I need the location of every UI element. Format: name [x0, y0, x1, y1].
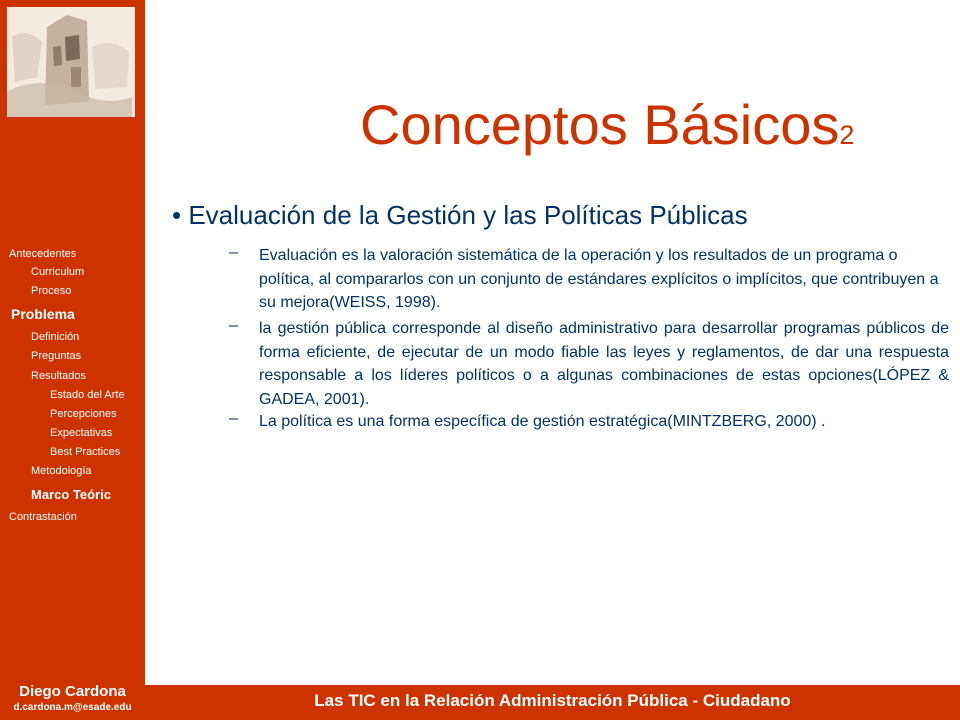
slide-title-subscript: 2 — [839, 120, 855, 150]
item-dash: – — [229, 244, 238, 261]
nav-item-curriculum[interactable]: Curriculum — [31, 266, 85, 278]
item-text-evaluacion: Evaluación es la valoración sistemática de la operación y los resultados de un programa o política, al compararlos con un conjunto de estándares explícitos o implícitos, que contribuyen a su mejora(WEISS, 1998). — [259, 247, 939, 311]
author-email: d.cardona.m@esade.edu — [13, 702, 132, 713]
nav-item-best-practices[interactable]: Best Practices — [50, 446, 121, 458]
bullet-heading: • Evaluación de la Gestión y las Políticas Públicas — [172, 200, 748, 230]
nav-item-preguntas[interactable]: Preguntas — [31, 350, 82, 362]
nav-item-metodologia[interactable]: Metodología — [31, 465, 92, 477]
item-text-gestion-publica: la gestión pública corresponde al diseño administrativo para desarrollar programas públicos de forma eficiente, de ejecutar de un modo fiable las leyes y reglamentos, de dar una respuesta responsable a los líderes políticos o a algunas combinaciones de estas opciones(LÓPEZ & GADEA, 2001). — [259, 320, 949, 408]
item-dash: – — [229, 410, 238, 427]
item-dash: – — [229, 317, 238, 334]
building-photo-logo — [7, 7, 135, 117]
nav-item-marco-teorico[interactable]: Marco Teóric — [31, 487, 111, 502]
nav-item-estado-del-arte[interactable]: Estado del Arte — [50, 389, 125, 401]
nav-item-resultados[interactable]: Resultados — [31, 370, 87, 382]
nav-item-contrastacion[interactable]: Contrastación — [9, 511, 77, 523]
slide-title-text: Conceptos Básicos — [360, 93, 840, 156]
nav-item-proceso[interactable]: Proceso — [31, 285, 72, 297]
nav-item-definicion[interactable]: Definición — [31, 331, 80, 343]
nav-item-percepciones[interactable]: Percepciones — [50, 408, 117, 420]
nav-item-antecedentes[interactable]: Antecedentes — [9, 248, 77, 260]
author-name: Diego Cardona — [19, 683, 126, 700]
item-text-politica: La política es una forma específica de gestión estratégica(MINTZBERG, 2000) . — [259, 413, 826, 430]
slide-title — [360, 92, 854, 157]
nav-item-expectativas[interactable]: Expectativas — [50, 427, 113, 439]
footer-title: Las TIC en la Relación Administración Pública - Ciudadano — [314, 691, 791, 710]
nav-item-problema[interactable]: Problema — [11, 306, 75, 322]
